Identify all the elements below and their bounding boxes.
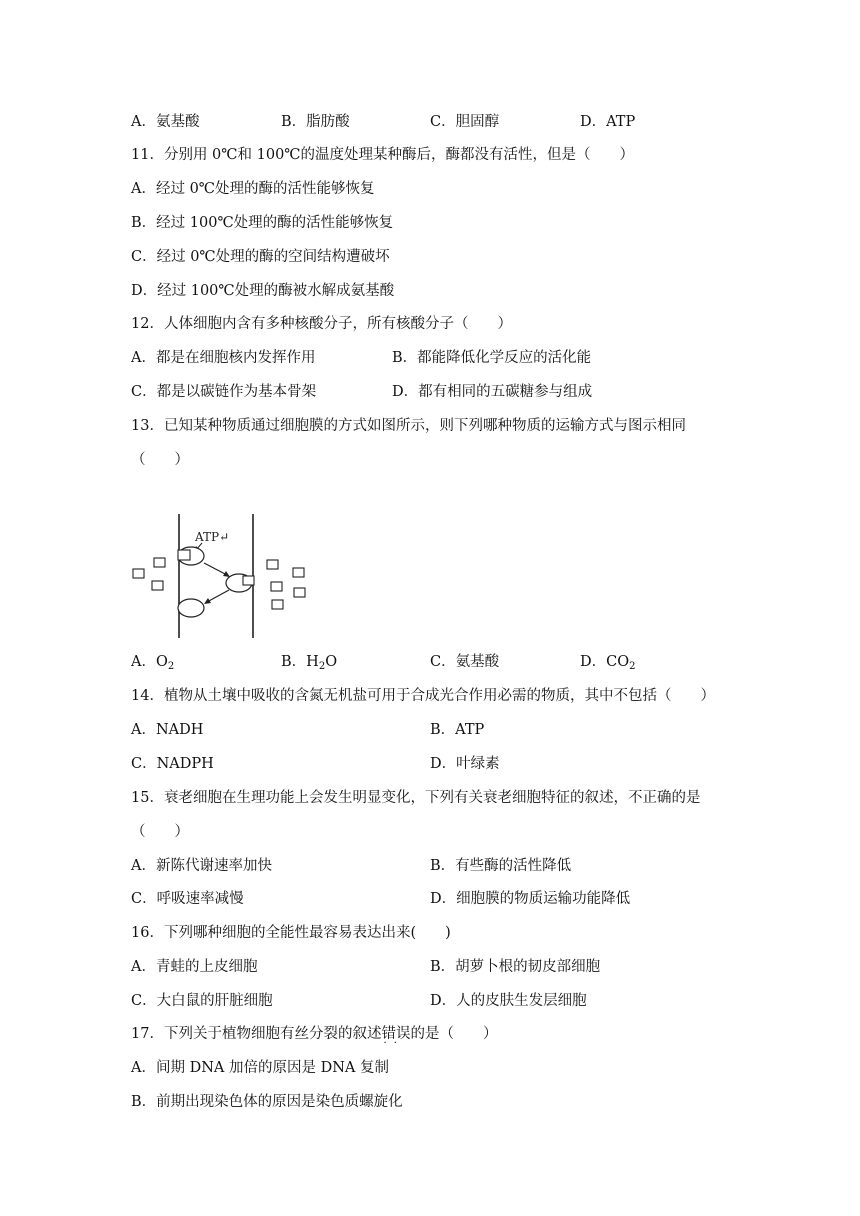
q17-option-b: B．前期出现染色体的原因是染色质螺旋化: [131, 1094, 403, 1110]
q15-stem-line1: 15．衰老细胞在生理功能上会发生明显变化，下列有关衰老细胞特征的叙述，不正确的是: [131, 790, 701, 806]
q14-option-b: B．ATP: [430, 722, 485, 738]
molecule: [133, 569, 144, 578]
q16-option-d: D．人的皮肤生发层细胞: [430, 993, 587, 1009]
q16-option-a: A．青蛙的上皮细胞: [131, 959, 258, 975]
molecule: [154, 558, 165, 567]
molecule: [294, 588, 305, 597]
molecule: [152, 581, 163, 590]
atp-label: ATP↵: [195, 530, 230, 544]
q12-option-c: C．都是以碳链作为基本骨架: [131, 384, 317, 400]
q13-stem-line1: 13．已知某种物质通过细胞膜的方式如图所示，则下列哪种物质的运输方式与图示相同: [131, 418, 686, 434]
molecule: [271, 582, 282, 591]
q16-stem: 16．下列哪种细胞的全能性最容易表达出来( ): [131, 925, 451, 941]
q15-option-d: D．细胞膜的物质运输功能降低: [430, 891, 631, 907]
q16-option-c: C．大白鼠的肝脏细胞: [131, 993, 273, 1009]
molecule-bound: [243, 576, 254, 585]
q12-stem: 12．人体细胞内含有多种核酸分子，所有核酸分子（ ）: [131, 316, 512, 332]
q11-option-c: C．经过 0℃处理的酶的空间结构遭破坏: [131, 249, 390, 265]
q17-option-a: A．间期 DNA 加倍的原因是 DNA 复制: [131, 1060, 389, 1076]
molecule: [272, 600, 283, 609]
q12-option-a: A．都是在细胞核内发挥作用: [131, 350, 316, 366]
q13-option-c: C．氨基酸: [430, 654, 500, 670]
q10-option-a: A．氨基酸: [131, 114, 200, 130]
q13-option-a: A．$O_2$: [131, 654, 175, 672]
q15-stem-line2: （ ）: [131, 824, 189, 840]
carrier-protein-3: [178, 599, 204, 617]
arrow-2: [207, 590, 229, 602]
q13-option-d: D．$CO_2$: [580, 654, 636, 672]
molecule-bound: [178, 550, 190, 560]
arrow-1: [204, 563, 227, 575]
q14-option-a: A．NADH: [131, 722, 204, 738]
q15-option-c: C．呼吸速率减慢: [131, 891, 244, 907]
q14-option-d: D．叶绿素: [430, 756, 500, 772]
q11-option-d: D．经过 100℃处理的酶被水解成氨基酸: [131, 283, 395, 299]
q11-option-a: A．经过 0℃处理的酶的活性能够恢复: [131, 181, 375, 197]
q17-stem: 17．下列关于植物细胞有丝分裂的叙述错误 · ·的是（ ）: [131, 1024, 497, 1044]
q10-option-b: B．脂肪酸: [281, 114, 350, 130]
q10-option-d: D．ATP: [580, 114, 636, 130]
membrane-transport-figure: [128, 508, 328, 640]
q14-option-c: C．NADPH: [131, 756, 214, 772]
q14-stem: 14．植物从土壤中吸收的含氮无机盐可用于合成光合作用必需的物质，其中不包括（ ）: [131, 688, 715, 704]
q10-option-c: C．胆固醇: [430, 114, 500, 130]
q15-option-b: B．有些酶的活性降低: [430, 858, 572, 874]
q13-stem-line2: （ ）: [131, 452, 189, 468]
q11-option-b: B．经过 100℃处理的酶的活性能够恢复: [131, 215, 394, 231]
molecule: [267, 560, 278, 569]
q11-stem: 11．分别用 0℃和 100℃的温度处理某种酶后，酶都没有活性，但是（ ）: [131, 147, 635, 163]
q13-option-b: B．$H_2O$: [281, 654, 338, 672]
molecule: [293, 568, 304, 577]
q12-option-d: D．都有相同的五碳糖参与组成: [392, 384, 593, 400]
q12-option-b: B．都能降低化学反应的活化能: [392, 350, 592, 366]
q15-option-a: A．新陈代谢速率加快: [131, 858, 272, 874]
q16-option-b: B．胡萝卜根的韧皮部细胞: [430, 959, 601, 975]
emphasis-wrong: 错误 · ·: [381, 1024, 410, 1044]
